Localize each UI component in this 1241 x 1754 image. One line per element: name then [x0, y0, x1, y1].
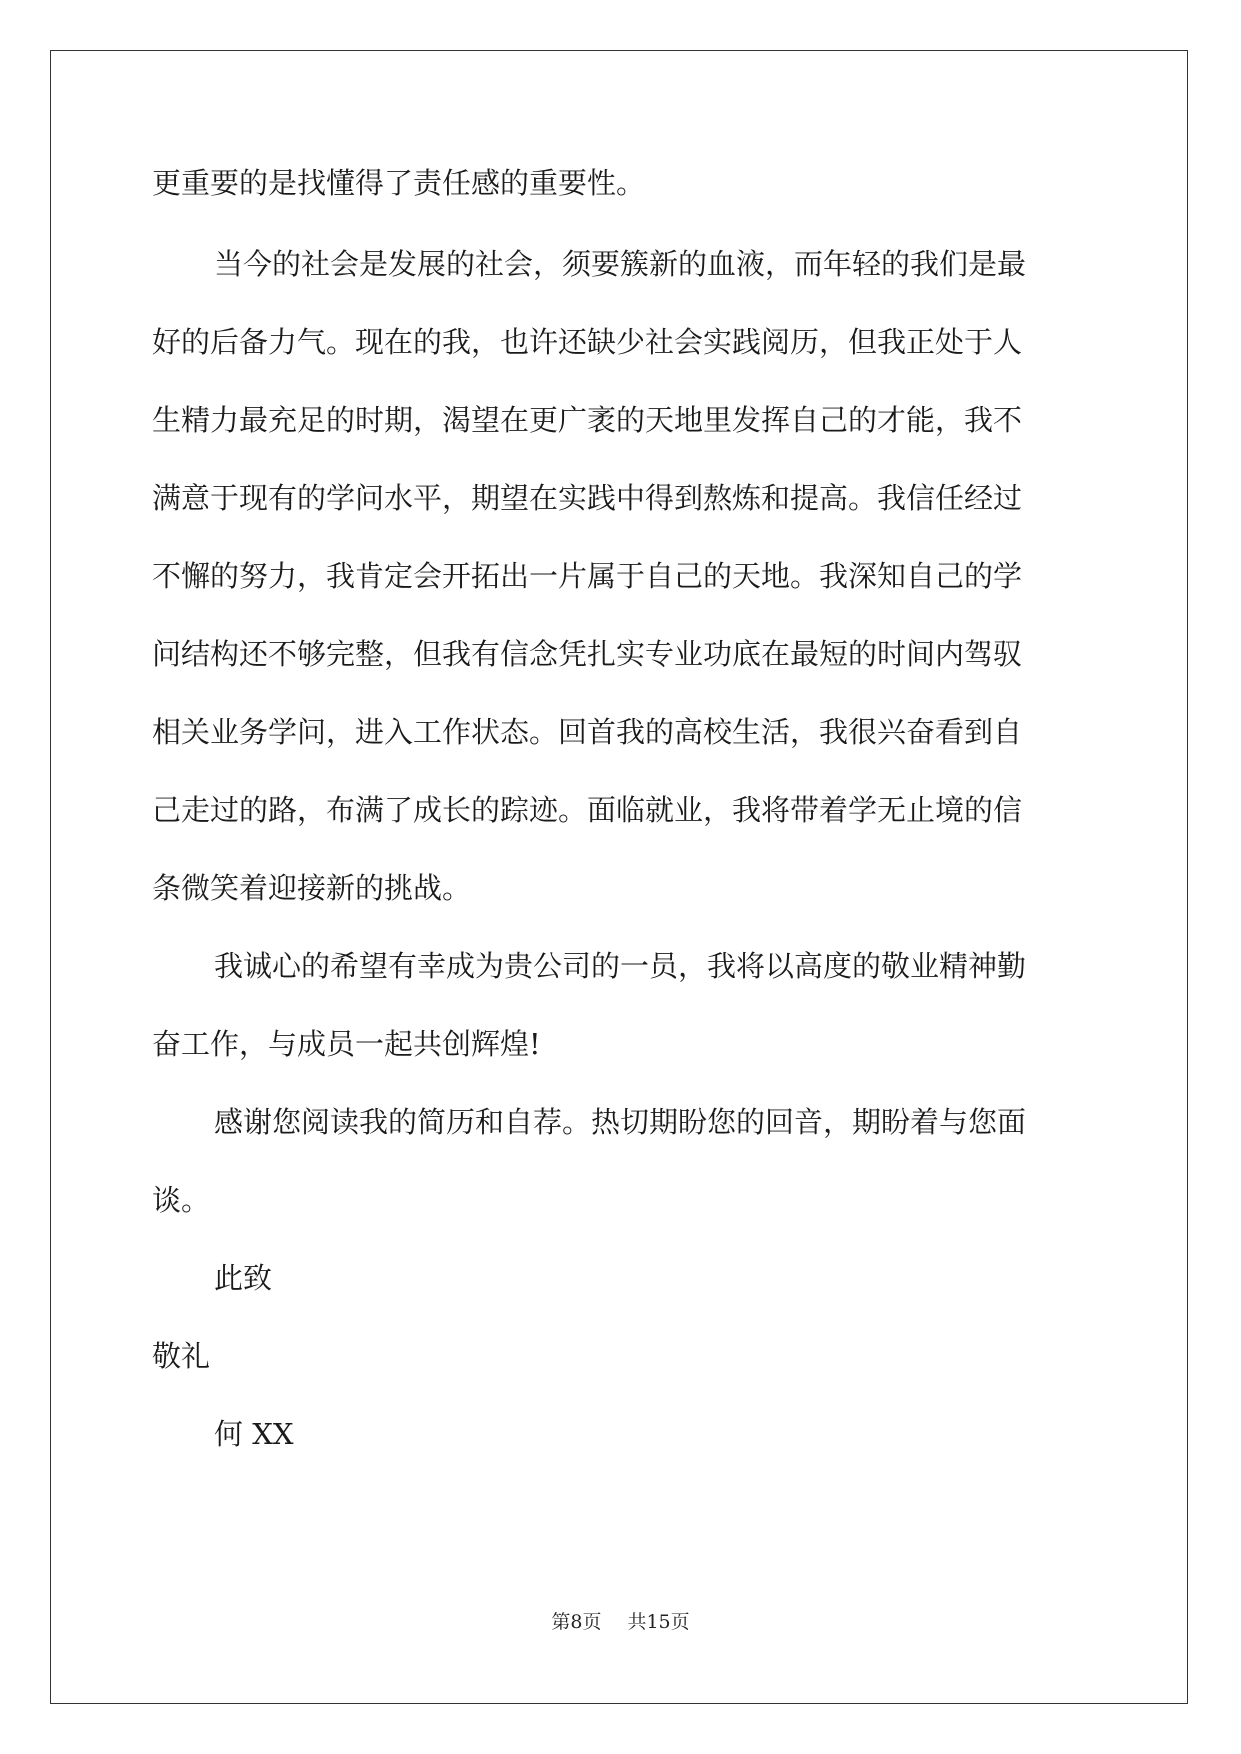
- page-footer: [0, 1610, 1241, 1634]
- text-line: 奋工作，与成员一起共创辉煌!: [152, 1027, 541, 1061]
- page-total: 共15页: [627, 1611, 690, 1633]
- text-line: 条微笑着迎接新的挑战。: [152, 871, 472, 905]
- page-number: 第8页: [551, 1611, 602, 1633]
- closing-salutation: 此致: [214, 1261, 273, 1295]
- text-line: 更重要的是找懂得了责任感的重要性。: [152, 166, 646, 200]
- text-line: 问结构还不够完整，但我有信念凭扎实专业功底在最短的时间内驾驭: [152, 637, 1023, 671]
- text-line: 生精力最充足的时期，渴望在更广袤的天地里发挥自己的才能，我不: [152, 403, 1023, 437]
- text-line: 感谢您阅读我的简历和自荐。热切期盼您的回音，期盼着与您面: [214, 1105, 1027, 1139]
- text-line: 己走过的路，布满了成长的踪迹。面临就业，我将带着学无止境的信: [152, 793, 1023, 827]
- text-line: 满意于现有的学问水平，期望在实践中得到熬炼和提高。我信任经过: [152, 481, 1023, 515]
- text-line: 不懈的努力，我肯定会开拓出一片属于自己的天地。我深知自己的学: [152, 559, 1023, 593]
- signature-name: 何 XX: [214, 1417, 294, 1451]
- text-line: 我诚心的希望有幸成为贵公司的一员，我将以高度的敬业精神勤: [214, 949, 1027, 983]
- text-line: 谈。: [152, 1183, 211, 1217]
- closing-regards: 敬礼: [152, 1339, 211, 1373]
- text-line: 当今的社会是发展的社会，须要簇新的血液，而年轻的我们是最: [214, 247, 1027, 281]
- text-line: 相关业务学问，进入工作状态。回首我的高校生活，我很兴奋看到自: [152, 715, 1023, 749]
- text-line: 好的后备力气。现在的我，也许还缺少社会实践阅历，但我正处于人: [152, 325, 1023, 359]
